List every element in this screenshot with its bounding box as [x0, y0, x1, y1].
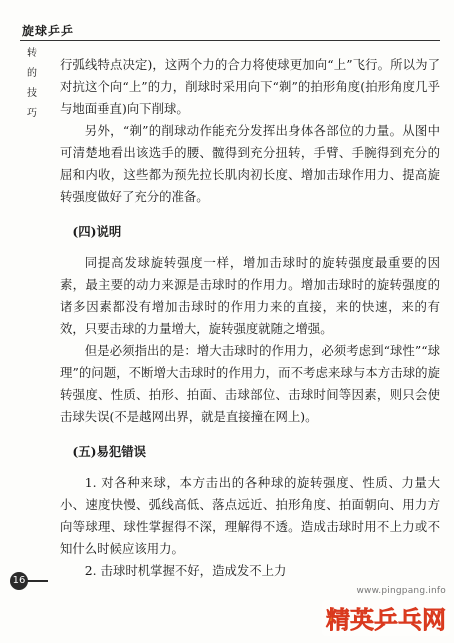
- side-label-char: 技: [27, 88, 37, 99]
- side-chapter-label: [24, 44, 40, 124]
- paragraph: 2. 击球时机掌握不好，造成发不上力: [84, 563, 287, 578]
- section-heading-common-errors: (五)易犯错误: [72, 444, 147, 459]
- paragraph: 但是必须指出的是：增大击球时的作用力，必须考虑到“球性”“球理”的问题，不断增大击球时的作用力，而不考虑来球与本方击球的旋转强度、性质、拍形、拍面、击球部位、击球时间等因素，则只会使击球失误(不是越网出界，就是直接撞在网上)。: [60, 343, 440, 424]
- header-rule: [20, 40, 440, 41]
- paragraph: 同提高发球旋转强度一样，增加击球时的旋转强度最重要的因素，最主要的动力来源是击球时的作用力。增加击球时的旋转强度的诸多因素都没有增加击球时的作用力来的直接，来的快速，来的有效，只要击球的力量增大，旋转强度就随之增强。: [60, 255, 440, 336]
- running-header-title: 旋球乒乒: [22, 24, 75, 38]
- section-heading-explanation: (四)说明: [72, 224, 122, 239]
- page-number: 16: [10, 572, 28, 590]
- paragraph: 另外，“剃”的削球动作能充分发挥出身体各部位的力量。从图中可清楚地看出该选手的腰、髋得到充分扭转，手臂、手腕得到充分的屈和内收，这些都为预先拉长肌肉初长度、增加击球作用力、提高旋转强度做好了充分的准备。: [60, 123, 440, 204]
- page-number-rule: [26, 580, 48, 582]
- watermark-logo: [322, 598, 450, 638]
- watermark-logo-text: 精英乒乓网: [326, 606, 446, 634]
- paragraph: 1. 对各种来球，本方击出的各种球的旋转强度、性质、力量大小、速度快慢、弧线高低、落点远近、拍形角度、拍面朝向、用力方向等球理、球性掌握得不深，理解得不透。造成击球时用不上力或不知什么时候应该用力。: [60, 475, 440, 556]
- side-label-char: 巧: [27, 108, 37, 119]
- watermark-url: www.pingpang.info: [356, 586, 446, 596]
- side-label-char: 转: [27, 48, 37, 59]
- paragraph: 行弧线特点决定)，这两个力的合力将使球更加向“上”飞行。所以为了对抗这个向“上”的力，削球时采用向下“剃”的拍形角度(拍形角度几乎与地面垂直)向下削球。: [60, 57, 440, 116]
- body-text: [60, 54, 440, 582]
- side-label-char: 的: [27, 68, 37, 79]
